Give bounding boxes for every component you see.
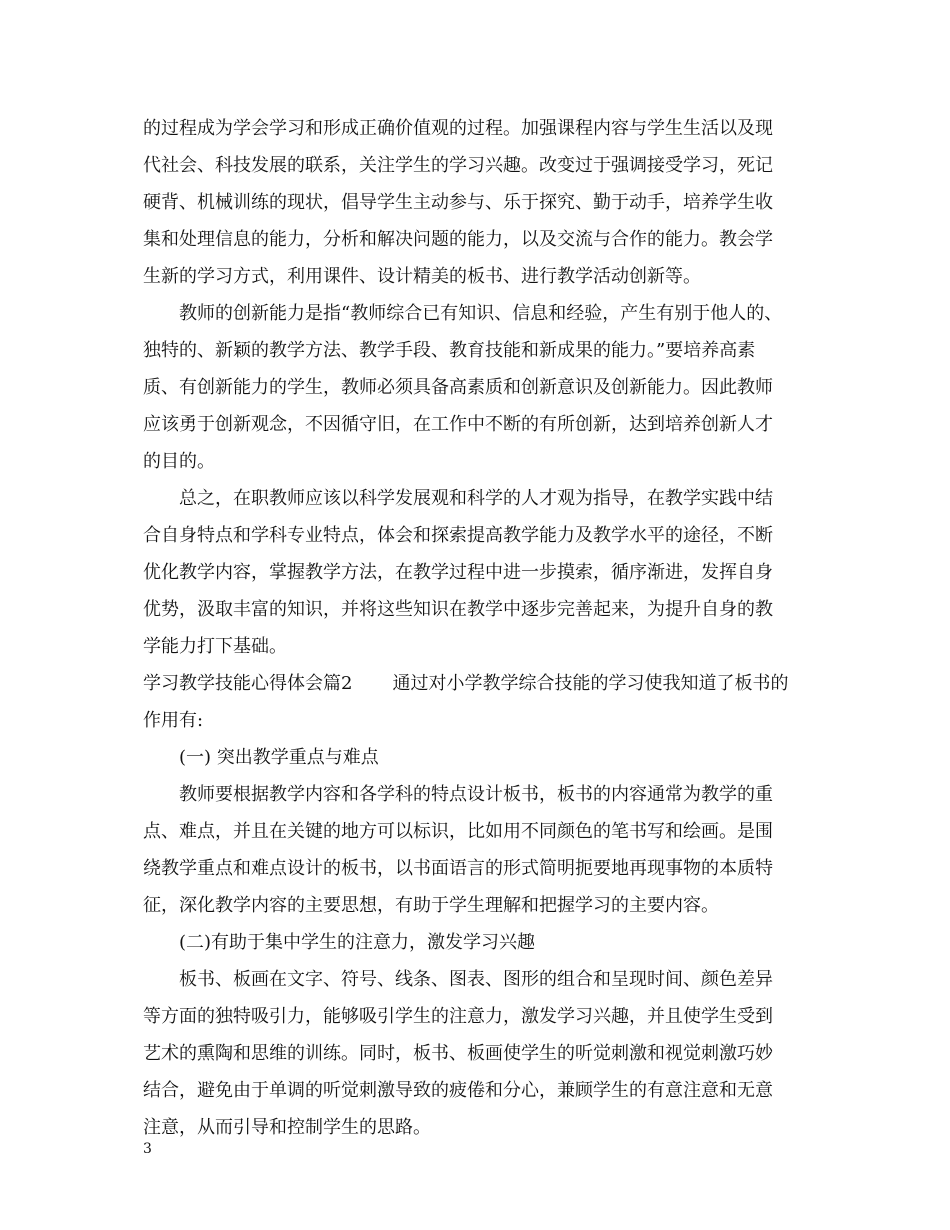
text-line: 优势，汲取丰富的知识，并将这些知识在教学中逐步完善起来，为提升自身的教 — [143, 599, 773, 620]
text-line: 代社会、科技发展的联系，关注学生的学习兴趣。改变过于强调接受学习，死记 — [143, 155, 773, 176]
text-line: 教师要根据教学内容和各学科的特点设计板书，板书的内容通常为教学的重 — [179, 784, 773, 805]
text-line: 优化教学内容，掌握教学方法，在教学过程中进一步摸索，循序渐进，发挥自身 — [143, 562, 773, 583]
text-line: (二)有助于集中学生的注意力，激发学习兴趣 — [179, 932, 536, 953]
page-number: 3 — [143, 1141, 152, 1157]
text-line: 的目的。 — [143, 451, 215, 472]
text-line: 的过程成为学会学习和形成正确价值观的过程。加强课程内容与学生生活以及现 — [143, 118, 773, 139]
text-line: 质、有创新能力的学生，教师必须具备高素质和创新意识及创新能力。因此教师 — [143, 377, 773, 398]
text-line: 独特的、新颖的教学方法、教学手段、教育技能和新成果的能力。”要培养高素 — [143, 340, 756, 361]
text-line: 总之，在职教师应该以科学发展观和科学的人才观为指导，在教学实践中结 — [179, 488, 773, 509]
text-line: 作用有: — [143, 710, 204, 731]
text-line: 学能力打下基础。 — [143, 636, 287, 657]
text-line: 等方面的独特吸引力，能够吸引学生的注意力，激发学习兴趣，并且使学生受到 — [143, 1006, 773, 1027]
text-line: 板书、板画在文字、符号、线条、图表、图形的组合和呈现时间、颜色差异 — [179, 969, 773, 990]
text-line: 结合，避免由于单调的听觉刺激导致的疲倦和分心，兼顾学生的有意注意和无意 — [143, 1080, 773, 1101]
text-line: 征，深化教学内容的主要思想，有助于学生理解和把握学习的主要内容。 — [143, 895, 719, 916]
text-line: 集和处理信息的能力，分析和解决问题的能力，以及交流与合作的能力。教会学 — [143, 229, 773, 250]
text-line: 点、难点，并且在关键的地方可以标识，比如用不同颜色的笔书写和绘画。是围 — [143, 821, 773, 842]
text-line: 应该勇于创新观念，不因循守旧，在工作中不断的有所创新，达到培养创新人才 — [143, 414, 773, 435]
body-text — [143, 110, 823, 1146]
text-line: 学习教学技能心得体会篇2 通过对小学教学综合技能的学习使我知道了板书的 — [143, 673, 789, 694]
text-line: 艺术的熏陶和思维的训练。同时，板书、板画使学生的听觉刺激和视觉刺激巧妙 — [143, 1043, 773, 1064]
text-line: 教师的创新能力是指“教师综合已有知识、信息和经验，产生有别于他人的、 — [179, 303, 783, 324]
text-line: (一) 突出教学重点与难点 — [179, 747, 379, 768]
text-line: 合自身特点和学科专业特点，体会和探索提高教学能力及教学水平的途径，不断 — [143, 525, 773, 546]
text-line: 注意，从而引导和控制学生的思路。 — [143, 1117, 431, 1138]
text-line: 绕教学重点和难点设计的板书，以书面语言的形式简明扼要地再现事物的本质特 — [143, 858, 773, 879]
text-line: 硬背、机械训练的现状，倡导学生主动参与、乐于探究、勤于动手，培养学生收 — [143, 192, 773, 213]
text-line: 生新的学习方式，利用课件、设计精美的板书、进行教学活动创新等。 — [143, 266, 701, 287]
